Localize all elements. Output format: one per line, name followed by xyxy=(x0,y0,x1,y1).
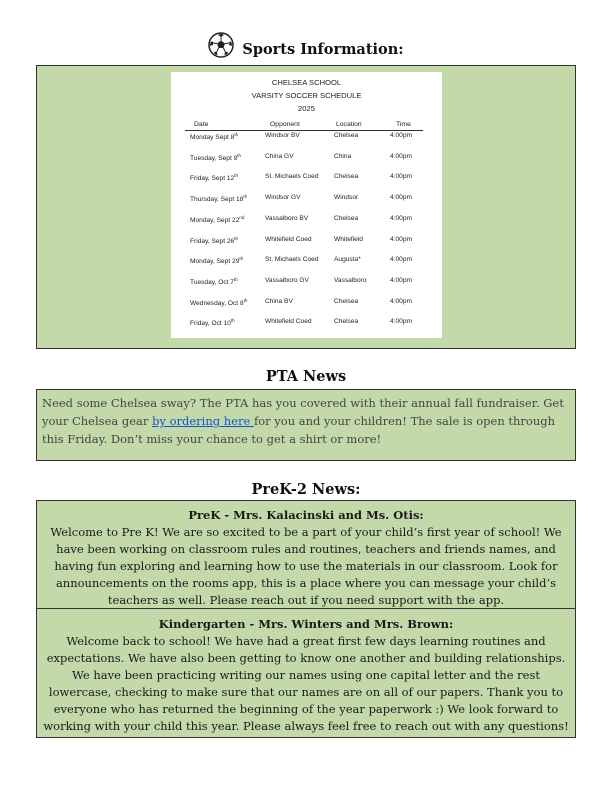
schedule-location: Augusta* xyxy=(334,256,361,264)
pta-order-link[interactable]: by ordering here xyxy=(152,414,254,428)
schedule-date-text: Friday, Oct 10 xyxy=(190,320,231,328)
schedule-date-suffix: th xyxy=(234,132,239,137)
schedule-row xyxy=(171,318,442,330)
pta-text-before: Need some Chelsea sway? The PTA has you covered with their annual fall fundraiser. Get your Chelsea gear xyxy=(42,396,564,428)
schedule-date-suffix: th xyxy=(230,318,235,324)
prek-box xyxy=(36,500,576,609)
schedule-opponent: St. Michaels Coed xyxy=(265,173,319,181)
prek2-heading: PreK-2 News: xyxy=(251,481,361,498)
pta-text-after: for you and your children! The sale is open through this Friday. Don’t miss your chance to get a shirt or more! xyxy=(42,414,556,446)
schedule-date-suffix: th xyxy=(239,256,244,262)
schedule-time: 4:00pm xyxy=(390,132,412,139)
schedule-date-suffix: th xyxy=(237,152,242,158)
schedule-opponent: China GV xyxy=(265,152,294,160)
schedule-date-text: Friday, Sept 12 xyxy=(190,175,235,183)
schedule-row xyxy=(171,298,442,310)
kindergarten-subtitle: Kindergarten - Mrs. Winters and Mrs. Brown: xyxy=(158,617,454,631)
schedule-row xyxy=(171,194,442,206)
schedule-date-text: Wednesday, Oct 8 xyxy=(190,299,244,307)
kindergarten-box xyxy=(36,608,576,738)
pta-box xyxy=(36,389,576,461)
schedule-opponent: Whitefield Coed xyxy=(265,318,312,326)
schedule-time: 4:00pm xyxy=(390,256,412,264)
schedule-date-text: Tuesday, Oct 7 xyxy=(190,279,234,287)
schedule-opponent: Vassalboro BV xyxy=(265,214,309,222)
sports-heading xyxy=(0,38,612,62)
schedule-location: Chelsea xyxy=(334,297,359,305)
schedule-location: China xyxy=(334,152,352,160)
schedule-opponent: China BV xyxy=(265,297,293,305)
schedule-location: Chelsea xyxy=(334,132,359,139)
soccer-schedule xyxy=(171,72,442,338)
schedule-location: Chelsea xyxy=(334,318,359,326)
schedule-location: Whitefield xyxy=(334,235,363,243)
schedule-date-suffix: th xyxy=(243,194,248,200)
schedule-date-text: Monday Sept 8 xyxy=(190,134,235,142)
schedule-opponent: Windsor BV xyxy=(265,132,300,139)
schedule-date xyxy=(190,215,244,224)
schedule-name: VARSITY SOCCER SCHEDULE xyxy=(251,91,362,100)
schedule-row xyxy=(171,173,442,185)
schedule-date xyxy=(190,194,247,203)
soccer-ball-icon xyxy=(208,32,234,62)
schedule-row xyxy=(171,215,442,227)
schedule-date-suffix: th xyxy=(233,276,238,282)
schedule-location: Vassalboro xyxy=(334,276,367,284)
schedule-row xyxy=(171,256,442,268)
schedule-date xyxy=(190,318,235,327)
schedule-row xyxy=(171,132,442,144)
schedule-row xyxy=(171,153,442,165)
schedule-time: 4:00pm xyxy=(390,152,412,160)
schedule-opponent: St. Michaels Coed xyxy=(265,256,319,264)
schedule-time: 4:00pm xyxy=(390,276,412,284)
sports-box xyxy=(36,65,576,349)
schedule-date-suffix: nd xyxy=(239,214,245,220)
header-date: Date xyxy=(194,121,209,128)
schedule-date xyxy=(190,277,238,286)
schedule-date-suffix: th xyxy=(234,235,238,241)
schedule-year: 2025 xyxy=(298,104,315,113)
schedule-school: CHELSEA SCHOOL xyxy=(271,78,342,87)
schedule-date xyxy=(190,132,238,141)
schedule-time: 4:00pm xyxy=(390,297,412,305)
schedule-location: Chelsea xyxy=(334,173,359,181)
schedule-date xyxy=(190,153,241,162)
schedule-header xyxy=(185,121,423,131)
schedule-date-text: Thursday, Sept 18 xyxy=(190,196,244,204)
schedule-opponent: Whitefield Coed xyxy=(265,235,312,243)
kindergarten-body: Welcome back to school! We have had a great first few days learning routines and expectations. We have also been getting to know one another and building relationships. We have been practicing writing our names using one capital letter and the rest lowercase, checking to make sure that our names are on all of our papers. Thank you to everyone who has returned the beginning of the year paperwork :) We look forward to working with your child this year. Please always feel free to reach out with any questions! xyxy=(43,634,569,733)
prek-subtitle: PreK - Mrs. Kalacinski and Ms. Otis: xyxy=(188,508,424,522)
pta-heading: PTA News xyxy=(265,368,347,385)
header-location: Location xyxy=(336,121,362,128)
schedule-time: 4:00pm xyxy=(390,235,412,243)
schedule-opponent: Vassalboro GV xyxy=(265,276,309,284)
schedule-date xyxy=(190,298,247,307)
header-time: Time xyxy=(396,121,411,128)
schedule-date xyxy=(190,173,238,182)
schedule-row xyxy=(171,277,442,289)
schedule-time: 4:00pm xyxy=(390,318,412,326)
schedule-location: Windsor xyxy=(334,194,359,202)
schedule-date xyxy=(190,256,243,265)
schedule-date-text: Friday, Sept 26 xyxy=(190,237,235,245)
schedule-time: 4:00pm xyxy=(390,194,412,202)
schedule-date-suffix: th xyxy=(243,297,248,303)
sports-title: Sports Information: xyxy=(242,41,404,58)
schedule-time: 4:00pm xyxy=(390,173,412,181)
header-opponent: Opponent xyxy=(270,121,300,128)
schedule-time: 4:00pm xyxy=(390,214,412,222)
schedule-date xyxy=(190,236,238,245)
schedule-date-text: Tuesday, Sept 9 xyxy=(190,154,238,162)
prek-body: Welcome to Pre K! We are so excited to be a part of your child’s first year of school! We have been working on classroom rules and routines, teachers and friends names, and having fun exploring and learning how to use the materials in our classroom. Look for announcements on the rooms app, this is a place where you can message your child’s teachers as well. Please reach out if you need support with the app. xyxy=(50,525,562,607)
schedule-date-text: Monday, Sept 22 xyxy=(190,216,240,224)
schedule-opponent: Windsor GV xyxy=(265,194,301,202)
schedule-row xyxy=(171,236,442,248)
schedule-date-text: Monday, Sept 29 xyxy=(190,258,240,266)
schedule-location: Chelsea xyxy=(334,214,359,222)
schedule-date-suffix: th xyxy=(234,173,238,179)
